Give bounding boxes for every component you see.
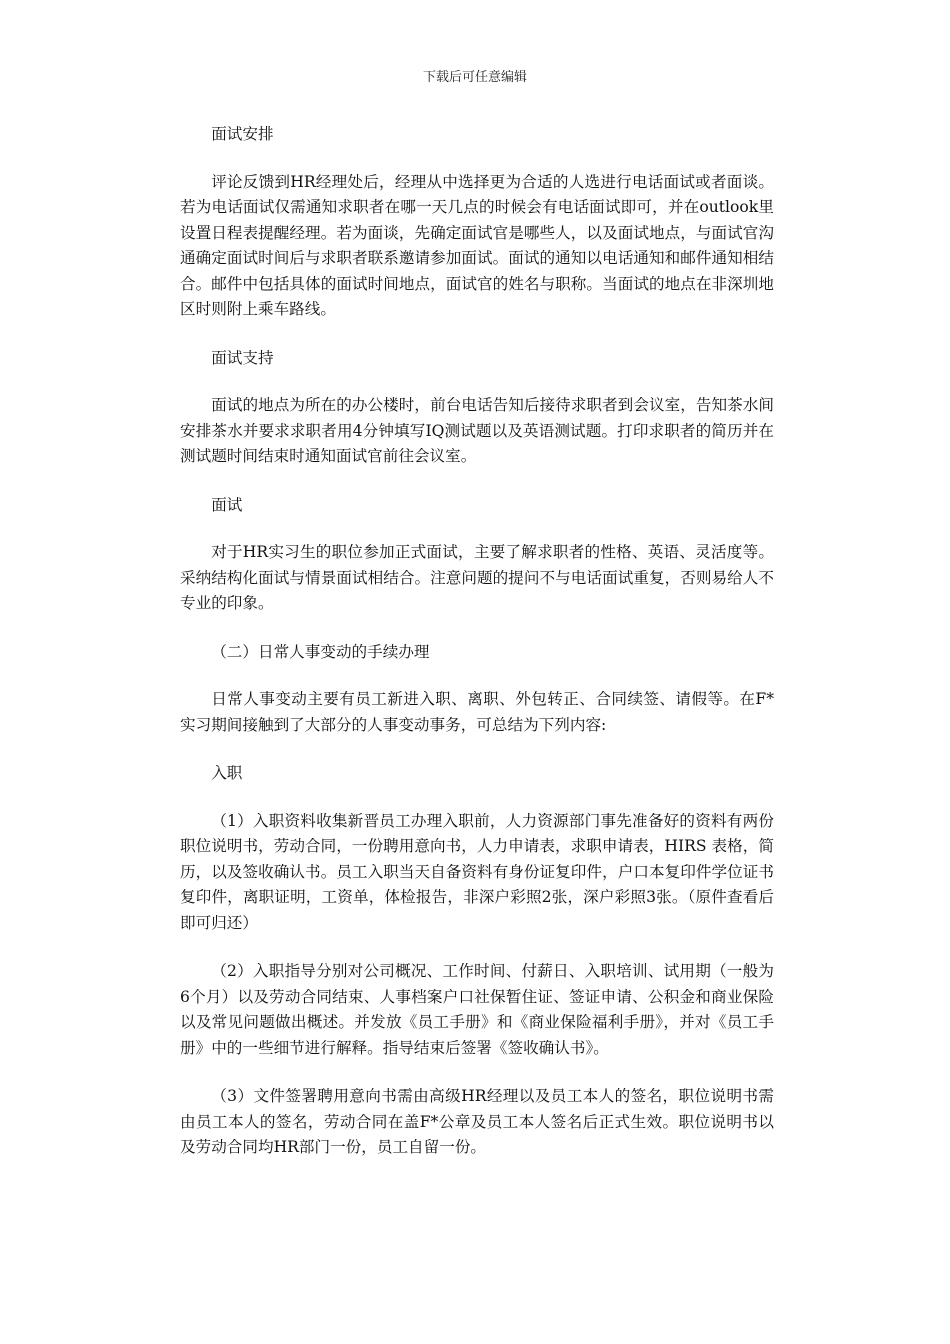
document-body [180, 122, 774, 1184]
paragraph: 面试的地点为所在的办公楼时，前台电话告知后接待求职者到会议室，告知茶水间安排茶水并要求求职者用4分钟填写IQ测试题以及英语测试题。打印求职者的简历并在测试题时间结束时通知面试官前往会议室。 [180, 396, 774, 465]
paragraph: 对于HR实习生的职位参加正式面试，主要了解求职者的性格、英语、灵活度等。采纳结构化面试与情景面试相结合。注意问题的提问不与电话面试重复，否则易给人不专业的印象。 [180, 543, 774, 612]
page-header: 下载后可任意编辑 [422, 70, 527, 85]
section-heading-onboarding: 入职 [211, 764, 243, 782]
paragraph: （1）入职资料收集新晋员工办理入职前，人力资源部门事先准备好的资料有两份职位说明书，劳动合同，一份聘用意向书，人力申请表，求职申请表，HIRS 表格，简历，以及签收确认书。员工入职当天自备资料有身份证复印件，户口本复印件学位证书复印件，离职证明，工资单，体检报告，非深户彩照2张，深户彩照3张。（原件查看后即可归还） [180, 811, 774, 932]
section-heading-interview-support: 面试支持 [211, 348, 274, 367]
paragraph: （3）文件签署聘用意向书需由高级HR经理以及员工本人的签名，职位说明书需由员工本人的签名，劳动合同在盖F*公章及员工本人签名后正式生效。职位说明书以及劳动合同均HR部门一份，员工自留一份。 [180, 1087, 774, 1156]
section-heading-interview: 面试 [211, 495, 243, 514]
paragraph: （2）入职指导分别对公司概况、工作时间、付薪日、入职培训、试用期（一般为6个月）以及劳动合同结束、人事档案户口社保暂住证、签证申请、公积金和商业保险以及常见问题做出概述。并发放《员工手册》和《商业保险福利手册》，并对《员工手册》中的一些细节进行解释。指导结束后签署《签收确认书》。 [180, 962, 774, 1057]
paragraph: 日常人事变动主要有员工新进入职、离职、外包转正、合同续签、请假等。在F*实习期间接触到了大部分的人事变动事务，可总结为下列内容: [180, 690, 774, 734]
section-heading-interview-arrangement: 面试安排 [211, 125, 274, 143]
paragraph: 评论反馈到HR经理处后，经理从中选择更为合适的人选进行电话面试或者面谈。若为电话面试仅需通知求职者在哪一天几点的时候会有电话面试即可，并在outlook里设置日程表提醒经理。若为面谈，先确定面试官是哪些人，以及面试地点，与面试官沟通确定面试时间后与求职者联系邀请参加面试。面试的通知以电话通知和邮件通知相结合。邮件中包括具体的面试时间地点，面试官的姓名与职称。当面试的地点在非深圳地区时则附上乘车路线。 [180, 172, 774, 318]
section-heading-personnel-changes: （二）日常人事变动的手续办理 [211, 642, 430, 661]
